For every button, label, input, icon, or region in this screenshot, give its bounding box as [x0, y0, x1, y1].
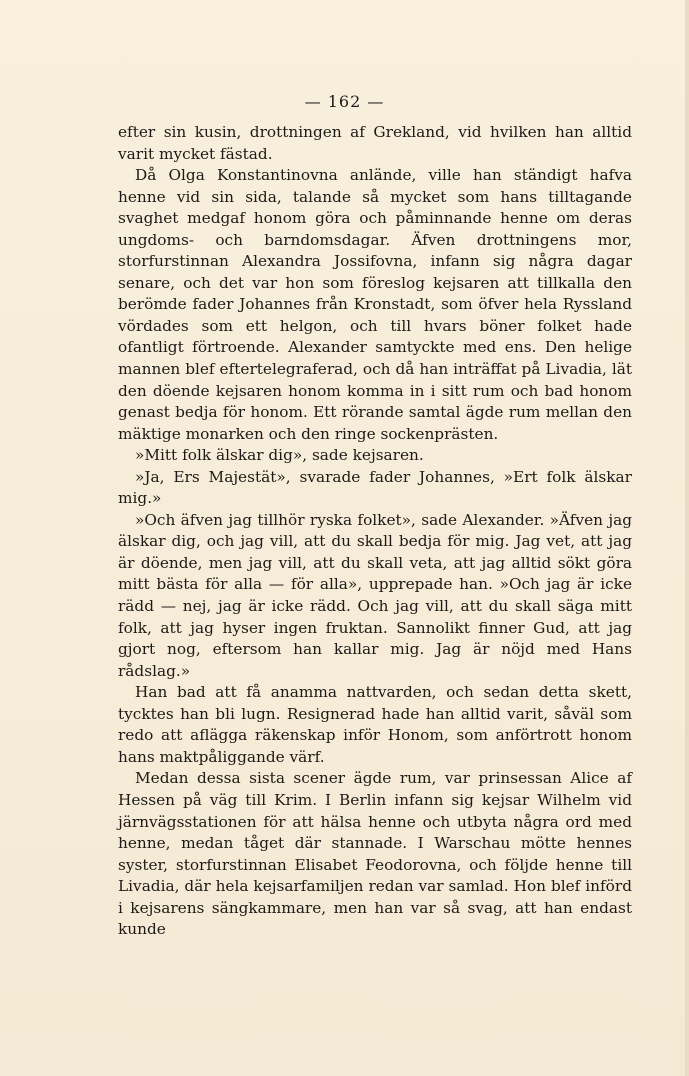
paragraph: »Mitt folk älskar dig», sade kejsaren. [135, 446, 424, 465]
paragraph: Han bad att få anamma nattvarden, och sedan detta skett, tycktes han bli lugn. Resignerad hade han alltid varit, såväl som redo att aflägga räkenskap inför Honom, som anförtrott honom hans maktpåliggande värf. [118, 683, 632, 766]
paragraph: »Och äfven jag tillhör ryska folket», sade Alexander. »Äfven jag älskar dig, och jag vill, att du skall bedja för mig. Jag vet, att jag är döende, men jag vill, att du skall veta, att jag alltid sökt göra mitt bästa för alla — för alla», upprepade han. »Och jag är icke rädd — nej, jag är icke rädd. Och jag vill, att du skall säga mitt folk, att jag hyser ingen fruktan. Sannolikt finner Gud, att jag gjort nog, eftersom han kallar mig. Jag är nöjd med Hans rådslag.» [118, 510, 632, 680]
page-number: — 162 — [304, 92, 385, 111]
paragraph: »Ja, Ers Majestät», svarade fader Johannes, »Ert folk älskar mig.» [118, 467, 632, 508]
paragraph: efter sin kusin, drottningen af Grekland, vid hvilken han alltid varit mycket fästad. [118, 123, 632, 163]
paragraph: Då Olga Konstantinovna anlände, ville han ständigt hafva henne vid sin sida, talande så mycket som hans tilltagande svaghet medgaf honom göra och påminnande henne om deras ungdoms- och barndomsdagar. Äfven drottningens mor, storfurstinnan Alexandra Jossifovna, infann sig några dagar senare, och det var hon som föreslog kejsaren att tillkalla den berömde fader Johannes från Kronstadt, som öfver hela Ryssland vördades som ett helgon, och till hvars böner folket hade ofantligt förtroende. Alexander samtyckte med ens. Den helige mannen blef eftertelegraferad, och då han inträffat på Livadia, lät den döende kejsaren honom komma in i sitt rum och bad honom genast bedja för honom. Ett rörande samtal ägde rum mellan den mäktige monarken och den ringe sockenprästen. [118, 166, 632, 443]
body-text [118, 122, 632, 941]
paragraph: Medan dessa sista scener ägde rum, var prinsessan Alice af Hessen på väg till Krim. I Berlin infann sig kejsar Wilhelm vid järnvägsstationen för att hälsa henne och utbyta några ord med henne, medan tåget där stannade. I Warschau mötte hennes syster, storfurstinnan Elisabet Feodorovna, och följde henne till Livadia, där hela kejsarfamiljen redan var samlad. Hon blef införd i kejsarens sängkammare, men han var så svag, att han endast kunde [118, 769, 632, 939]
page-edge [685, 0, 689, 1076]
